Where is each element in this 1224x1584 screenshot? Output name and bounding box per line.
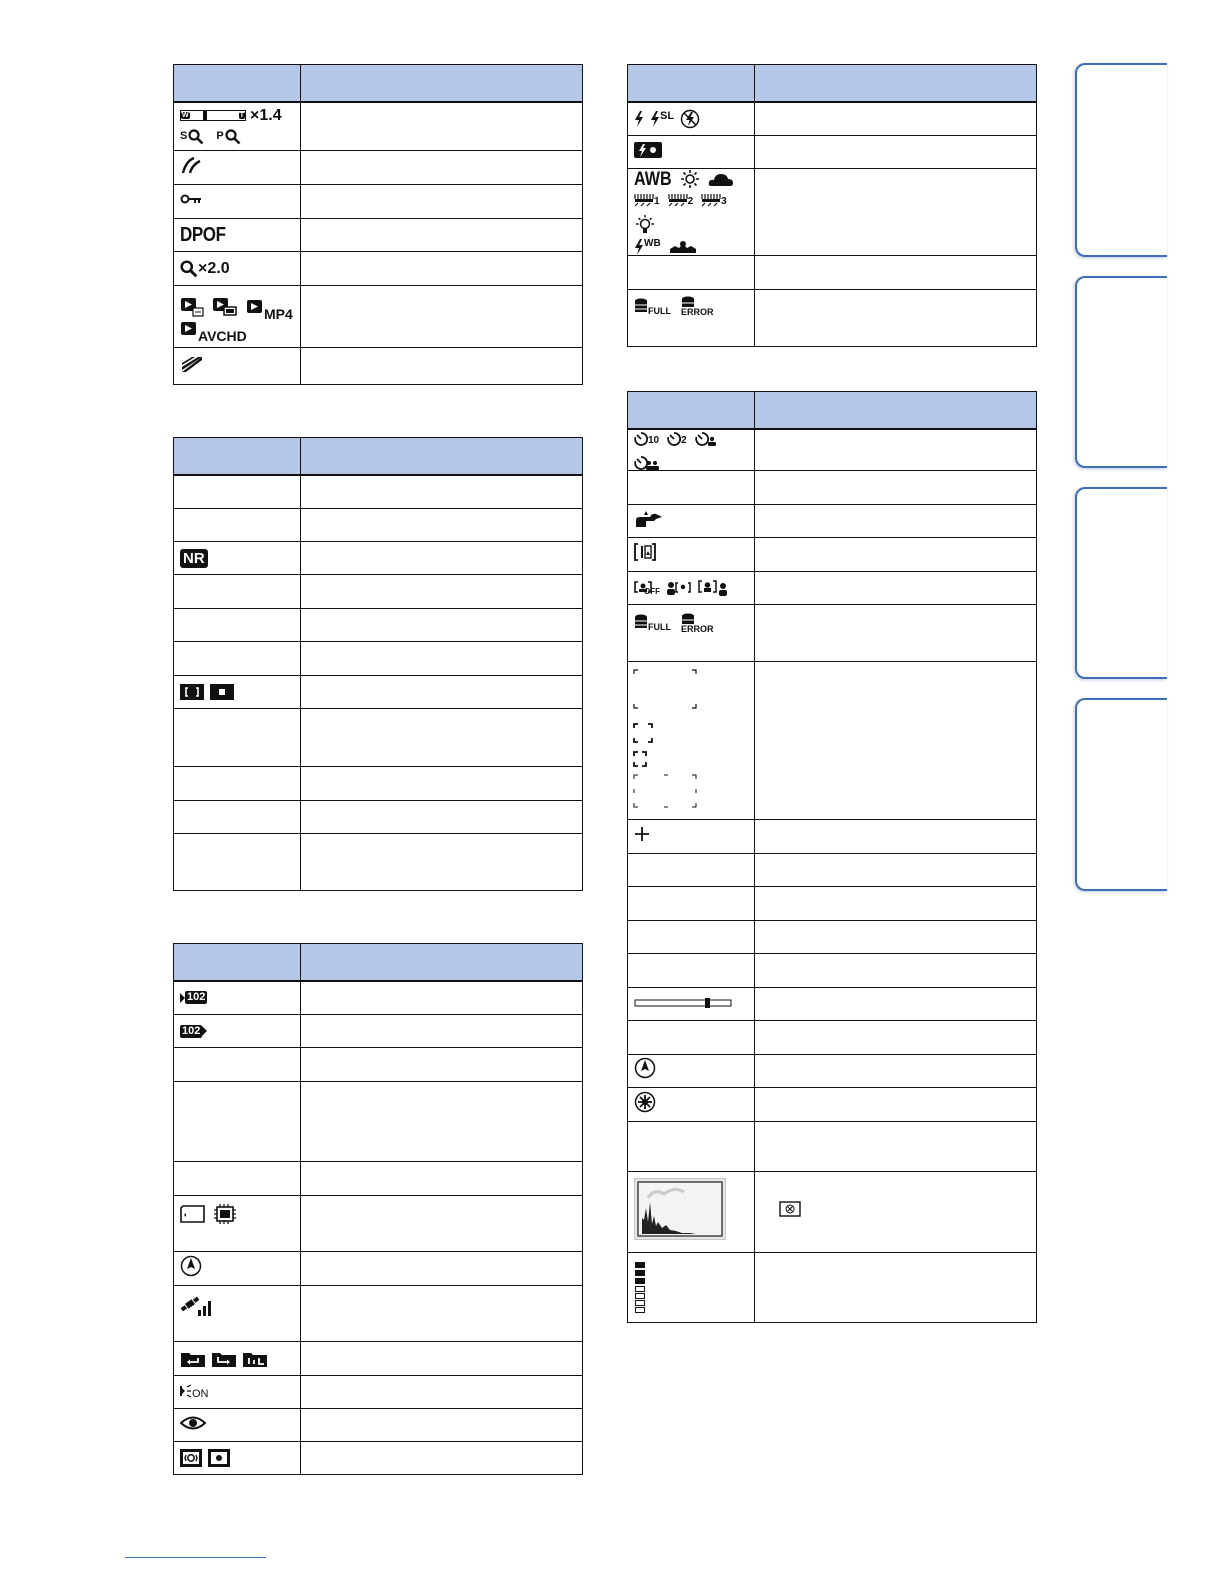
eye-icon bbox=[180, 1415, 206, 1431]
table-row: 102 bbox=[174, 981, 583, 1015]
side-tab-3[interactable] bbox=[1075, 487, 1167, 679]
flash-slow-sync-icon bbox=[650, 111, 660, 127]
memory-full-icon bbox=[634, 614, 648, 632]
table-row bbox=[174, 1196, 583, 1252]
table-row bbox=[628, 256, 1037, 290]
self-timer-icon bbox=[634, 430, 648, 446]
header-meaning-column bbox=[301, 944, 583, 981]
table-row bbox=[174, 1342, 583, 1376]
compass-icon bbox=[634, 1057, 656, 1079]
memory-full-icon bbox=[634, 298, 648, 316]
table-row bbox=[174, 834, 583, 891]
table-row: 102 bbox=[174, 1015, 583, 1048]
gps-signal-icon bbox=[180, 1294, 214, 1316]
side-tab-2[interactable] bbox=[1075, 276, 1167, 468]
flash-icon bbox=[634, 111, 644, 127]
table-row bbox=[174, 1252, 583, 1286]
table-row bbox=[628, 470, 1037, 504]
header-meaning-column bbox=[755, 392, 1037, 429]
af-area-wide-icon bbox=[180, 684, 204, 700]
dpof-icon: DPOF bbox=[180, 223, 226, 246]
table-row bbox=[174, 1162, 583, 1196]
side-tab-4[interactable] bbox=[1075, 698, 1167, 891]
table-row bbox=[174, 286, 583, 348]
icon-table-shooting bbox=[627, 391, 1037, 1323]
table-row bbox=[628, 429, 1037, 471]
custom-wb-icon bbox=[669, 240, 697, 254]
table-row bbox=[174, 1048, 583, 1082]
table-row: SL bbox=[628, 102, 1037, 136]
table-row: FULL ERROR bbox=[628, 604, 1037, 661]
self-timer-icon bbox=[667, 430, 681, 446]
table-row bbox=[174, 475, 583, 509]
self-timer-group-icon bbox=[634, 454, 660, 470]
movie-format-icons: MP4 AVCHD bbox=[174, 286, 301, 348]
table-row bbox=[628, 920, 1037, 953]
table-row bbox=[174, 609, 583, 642]
spot-metering-crosshair-icon bbox=[634, 826, 650, 842]
icon-table-zoom bbox=[173, 64, 583, 385]
movie-play-icon bbox=[246, 299, 264, 315]
folder-sort-icon bbox=[242, 1350, 268, 1368]
table-row bbox=[174, 348, 583, 385]
cancel-marker-icon bbox=[779, 1201, 801, 1217]
drawing-pen-icon bbox=[180, 155, 204, 175]
table-row bbox=[628, 169, 1037, 256]
table-row bbox=[628, 886, 1037, 920]
table-row bbox=[174, 575, 583, 609]
auto-white-balance-icon: AWB bbox=[634, 168, 672, 190]
af-illuminator-icon bbox=[180, 1384, 192, 1400]
table-row bbox=[628, 987, 1037, 1020]
zoom-scale-icon: W T ×1.4 S P bbox=[174, 102, 301, 151]
table-row bbox=[174, 801, 583, 834]
table-row bbox=[628, 853, 1037, 886]
fluorescent-icon bbox=[668, 193, 688, 207]
icon-table-playback bbox=[173, 943, 583, 1475]
self-timer-portrait-icon bbox=[695, 430, 717, 446]
header-meaning-column bbox=[301, 65, 583, 102]
table-row bbox=[628, 1121, 1037, 1171]
battery-level-bars-icon bbox=[634, 1261, 646, 1317]
table-row bbox=[628, 504, 1037, 537]
table-row: FULL ERROR bbox=[628, 290, 1037, 347]
table-row bbox=[174, 1082, 583, 1162]
header-meaning-column bbox=[301, 438, 583, 475]
face-detect-adult-icon bbox=[698, 580, 728, 596]
header-icon-column bbox=[174, 438, 301, 475]
table-row bbox=[628, 1252, 1037, 1322]
face-detection-icons: OFF bbox=[628, 571, 755, 604]
display-mode-icon bbox=[634, 543, 656, 561]
motion-stripes-icon bbox=[180, 355, 204, 373]
side-tab-1[interactable] bbox=[1075, 63, 1167, 257]
table-row bbox=[174, 185, 583, 219]
magnifier-icon bbox=[225, 129, 241, 145]
table-row bbox=[628, 1171, 1037, 1252]
table-row bbox=[174, 676, 583, 709]
table-row bbox=[628, 1020, 1037, 1054]
icon-table-settings bbox=[173, 437, 583, 891]
gps-star-icon bbox=[634, 1091, 656, 1113]
table-row bbox=[174, 1442, 583, 1475]
self-timer-icons: 10 2 bbox=[628, 429, 755, 471]
table-row bbox=[174, 1409, 583, 1442]
table-row bbox=[628, 537, 1037, 571]
daylight-icon bbox=[680, 169, 700, 189]
table-row bbox=[174, 151, 583, 185]
noise-reduction-icon: NR bbox=[180, 549, 208, 568]
table-row bbox=[174, 709, 583, 767]
af-area-center-icon bbox=[210, 684, 234, 700]
header-icon-column bbox=[628, 392, 755, 429]
icon-table-flash bbox=[627, 64, 1037, 347]
table-row bbox=[628, 136, 1037, 169]
protect-key-icon bbox=[180, 192, 204, 206]
table-row: ×2.0 bbox=[174, 252, 583, 286]
compass-icon bbox=[180, 1255, 202, 1277]
table-row bbox=[174, 767, 583, 801]
table-row bbox=[628, 1087, 1037, 1121]
folder-next-icon bbox=[202, 1026, 207, 1036]
metering-multi-icon bbox=[180, 1449, 202, 1467]
header-meaning-column bbox=[755, 65, 1037, 102]
magnifier-icon bbox=[188, 129, 204, 145]
table-row bbox=[628, 661, 1037, 819]
histogram-icon bbox=[634, 1178, 726, 1240]
flash-off-icon bbox=[680, 109, 700, 129]
bottom-link-underline[interactable] bbox=[125, 1557, 266, 1558]
folder-forward-icon bbox=[211, 1350, 237, 1368]
flash-wb-icon bbox=[634, 239, 644, 255]
metering-spot-icon bbox=[208, 1449, 230, 1467]
table-row bbox=[174, 1286, 583, 1342]
header-icon-column bbox=[174, 944, 301, 981]
table-row bbox=[174, 542, 583, 575]
table-row: ON bbox=[174, 1376, 583, 1409]
table-row bbox=[174, 642, 583, 676]
fluorescent-icon bbox=[634, 193, 654, 207]
internal-memory-icon bbox=[214, 1204, 236, 1224]
cloudy-icon bbox=[708, 171, 734, 187]
face-detect-child-icon bbox=[666, 580, 692, 596]
memory-error-icon bbox=[681, 613, 695, 625]
table-row bbox=[174, 102, 583, 151]
playback-zoom-icon bbox=[180, 260, 198, 278]
flash-charging-icon bbox=[634, 141, 662, 159]
table-row bbox=[628, 571, 1037, 604]
movie-play-icon bbox=[212, 297, 238, 317]
header-icon-column bbox=[628, 65, 755, 102]
incandescent-icon bbox=[634, 215, 656, 235]
table-row bbox=[174, 219, 583, 252]
memory-card-icon bbox=[180, 1205, 206, 1223]
table-row bbox=[628, 819, 1037, 853]
table-row bbox=[628, 1054, 1037, 1087]
white-balance-icons: AWB 1 2 3 WB bbox=[628, 169, 755, 256]
fluorescent-icon bbox=[701, 193, 721, 207]
af-range-finder-frames-icon bbox=[632, 668, 702, 808]
table-row bbox=[628, 953, 1037, 987]
table-row bbox=[174, 509, 583, 542]
pet-mode-icon bbox=[634, 507, 664, 529]
movie-play-icon bbox=[180, 321, 198, 337]
header-icon-column bbox=[174, 65, 301, 102]
exposure-scale-bar bbox=[634, 998, 732, 1008]
movie-play-icon bbox=[180, 297, 204, 317]
folder-return-icon bbox=[180, 1350, 206, 1368]
